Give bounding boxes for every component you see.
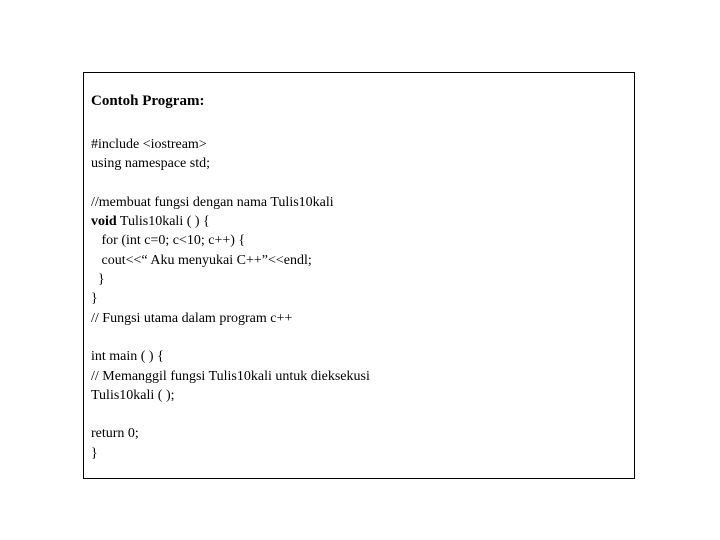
code-line: return 0; (91, 426, 139, 442)
code-line: } (91, 272, 105, 288)
code-line-rest: Tulis10kali ( ) { (116, 214, 210, 230)
code-line-blank (91, 328, 370, 347)
code-line: Tulis10kali ( ); (91, 387, 175, 403)
code-line: using namespace std; (91, 156, 210, 172)
code-line: } (91, 445, 98, 461)
code-line (91, 212, 370, 231)
code-line-blank (91, 405, 370, 424)
code-line: int main ( ) { (91, 349, 164, 365)
code-line: for (int c=0; c<10; c++) { (91, 233, 246, 249)
code-line: //membuat fungsi dengan nama Tulis10kali (91, 194, 334, 210)
example-title: Contoh Program: (91, 93, 205, 109)
code-line: } (91, 291, 98, 307)
code-example-box (83, 72, 635, 479)
code-line-blank (91, 174, 370, 193)
code-line: #include <iostream> (91, 137, 207, 152)
keyword-void: void (91, 214, 117, 230)
code-listing (91, 135, 370, 463)
code-line: // Memanggil fungsi Tulis10kali untuk dieksekusi (91, 368, 370, 384)
code-line: // Fungsi utama dalam program c++ (91, 310, 293, 326)
code-line: cout<<“ Aku menyukai C++”<<endl; (91, 252, 312, 268)
